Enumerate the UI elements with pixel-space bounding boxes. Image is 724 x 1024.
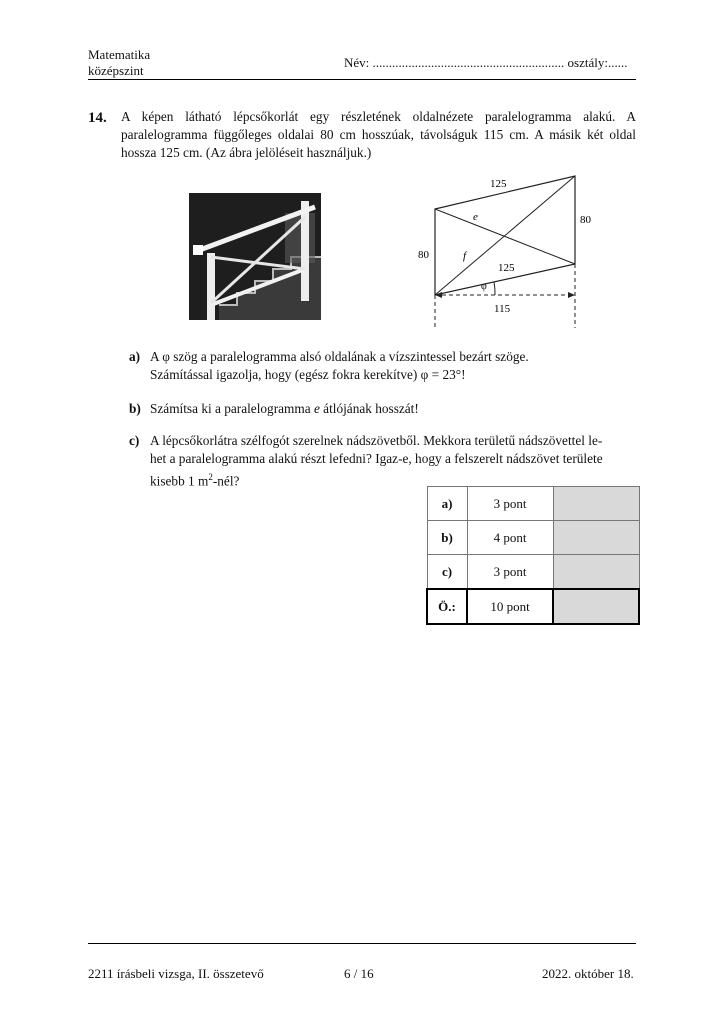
score-part: Ö.:: [427, 589, 467, 624]
arrow-right-icon: [568, 292, 575, 298]
item-a-line-2: Számítással igazolja, hogy (egész fokra kerekítve) φ = 23°!: [150, 367, 466, 382]
item-c-text: [150, 432, 603, 490]
diagonal-e: [435, 209, 575, 264]
score-entry-cell: [553, 521, 639, 555]
item-a-label: a): [129, 349, 141, 364]
subject-line-2: középszint: [88, 63, 144, 78]
item-a-line-1: A φ szög a paralelogramma alsó oldalának a vízszintessel bezárt szöge.: [150, 349, 529, 364]
score-points: 10 pont: [467, 589, 553, 624]
label-f: f: [463, 250, 467, 262]
question-number: 14.: [88, 110, 107, 126]
item-c-line-1: A lépcsőkorlátra szélfogót szerelnek nádszövetből. Mekkora területű nádszövettel le-: [150, 433, 603, 448]
item-c-label: c): [129, 433, 140, 448]
footer-exam-label: 2211 írásbeli vizsga, II. összetevő: [88, 966, 264, 981]
subject-line-1: Matematika: [88, 47, 151, 62]
question-text: A képen látható lépcsőkorlát egy részletének oldalnézete paralelogramma alakú. A paralelogramma függőleges oldalai 80 cm hosszúak, távolságuk 115 cm. A másik két oldal hossza 125 cm. (Az ábra jelöléseit használjuk.): [121, 109, 636, 160]
railing-photo-graphic: [189, 193, 321, 320]
score-entry-cell: [553, 555, 639, 590]
label-phi: φ: [481, 281, 487, 292]
item-c-line-3-pre: kisebb 1 m: [150, 473, 209, 489]
label-bottom-125: 125: [498, 262, 515, 274]
score-part: c): [427, 555, 467, 590]
item-c: [129, 432, 639, 489]
score-row-a: [427, 487, 639, 521]
label-left-80: 80: [418, 249, 429, 261]
footer-divider: [88, 943, 636, 944]
parallelogram-diagram: [410, 170, 610, 335]
label-right-80: 80: [580, 214, 591, 226]
item-b: [129, 400, 629, 418]
score-table: [426, 486, 640, 625]
item-a: [129, 348, 629, 384]
score-row-total: [427, 589, 639, 624]
item-b-variable: e: [313, 401, 320, 416]
label-width-115: 115: [494, 303, 511, 315]
label-e: e: [473, 211, 478, 223]
score-points: 3 pont: [467, 487, 553, 521]
item-b-text-post: átlójának hosszát!: [319, 401, 419, 416]
item-c-superscript: 2: [208, 472, 213, 482]
footer-page-number: 6 / 16: [344, 966, 374, 981]
item-b-text-pre: Számítsa ki a paralelogramma: [150, 401, 314, 416]
name-class-field: Név: ........................................................... osztály:......: [344, 55, 628, 70]
arrow-left-icon: [435, 292, 442, 298]
angle-arc: [494, 282, 495, 295]
label-top-125: 125: [490, 178, 507, 190]
score-entry-cell: [553, 589, 639, 624]
score-row-c: [427, 555, 639, 590]
score-part: b): [427, 521, 467, 555]
item-c-line-2: het a paralelogramma alakú részt lefedni? Igaz-e, hogy a felszerelt nádszövet területe: [150, 451, 603, 466]
score-entry-cell: [553, 487, 639, 521]
item-b-label: b): [129, 401, 141, 416]
diagonal-f: [435, 176, 575, 295]
score-points: 3 pont: [467, 555, 553, 590]
railing-photo: [189, 193, 321, 320]
item-a-text: [150, 348, 529, 384]
score-points: 4 pont: [467, 521, 553, 555]
parallelogram-svg: [410, 170, 610, 330]
footer-date: 2022. október 18.: [542, 966, 634, 981]
score-row-b: [427, 521, 639, 555]
score-part: a): [427, 487, 467, 521]
header-divider: [88, 79, 636, 80]
subject-label: [88, 47, 150, 79]
item-b-text: [150, 400, 419, 418]
item-c-line-3-post: -nél?: [212, 473, 240, 489]
